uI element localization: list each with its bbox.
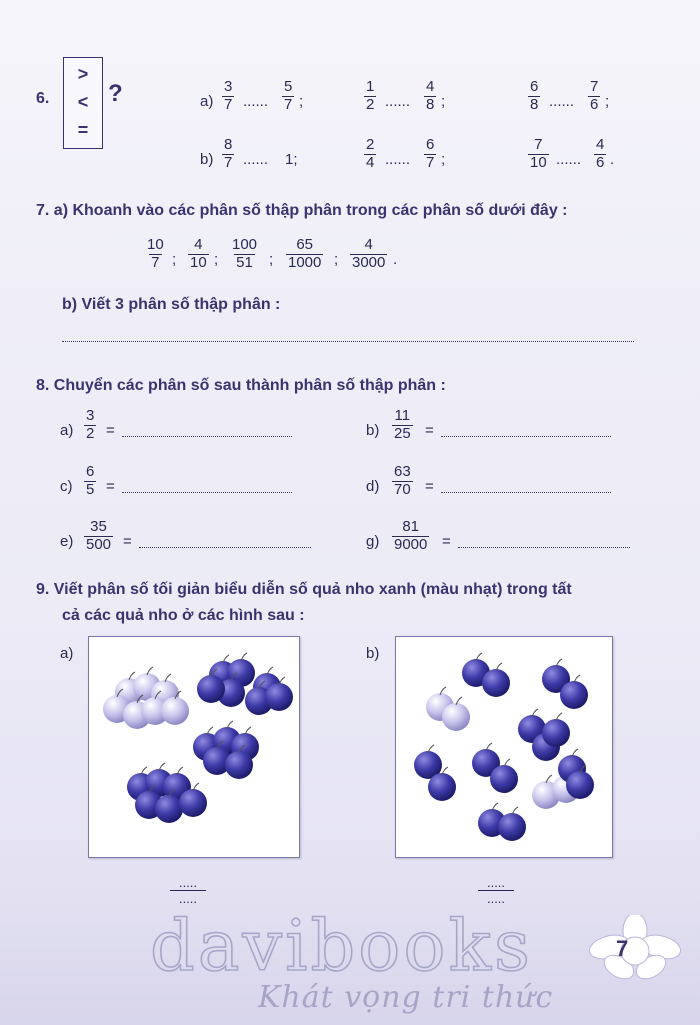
q6-a3-separator: ; <box>605 93 610 110</box>
q7-separator-3: ; <box>269 251 274 268</box>
grapes-picture-a <box>88 636 300 858</box>
q8-b-fraction: $\frac{11}{25}$ <box>394 407 411 442</box>
q8-b-answer-line[interactable] <box>441 436 611 437</box>
q6-a1-right-fraction: $\frac{5}{7}$ <box>284 78 293 113</box>
q6-a2-left-fraction: $\frac{1}{2}$ <box>366 78 375 113</box>
grapes-picture-b <box>395 636 613 858</box>
equals-sign: = <box>77 120 89 140</box>
q8-a-label: a) <box>60 422 74 439</box>
question-mark: ? <box>108 80 123 107</box>
q6-b3-separator: . <box>610 151 615 168</box>
q6-b3-blank[interactable]: ...... <box>556 151 582 168</box>
flower-page-badge-icon <box>585 915 685 985</box>
q8-a-answer-line[interactable] <box>122 436 292 437</box>
light-grape <box>161 697 189 725</box>
q8-c-equals: = <box>106 478 115 495</box>
q6-a1-blank[interactable]: ...... <box>243 93 269 110</box>
q7-separator-2: ; <box>214 251 219 268</box>
q8-e-answer-line[interactable] <box>139 547 311 548</box>
dark-grape <box>428 773 456 801</box>
q6-a1-left-fraction: $\frac{3}{7}$ <box>224 78 233 113</box>
less-than-sign: < <box>77 92 89 112</box>
q7-fraction-3: $\frac{100}{51}$ <box>232 236 258 271</box>
q8-d-label: d) <box>366 478 380 495</box>
q7-fraction-1: $\frac{10}{7}$ <box>147 236 164 271</box>
q9-b-label: b) <box>366 645 380 662</box>
grapes-illustration-a <box>89 637 299 857</box>
q7-fraction-5: $\frac{4}{3000}$ <box>352 236 386 271</box>
q6-a1-separator: ; <box>299 93 304 110</box>
question-9-title-line-1: 9. Viết phân số tối giản biểu diễn số quả nho xanh (màu nhạt) trong tất <box>36 581 572 598</box>
q6-b1-left-fraction: $\frac{8}{7}$ <box>224 136 233 171</box>
q6-b2-left-fraction: $\frac{2}{4}$ <box>366 136 375 171</box>
dark-grape <box>265 683 293 711</box>
q8-c-label: c) <box>60 478 73 495</box>
q8-c-fraction: $\frac{6}{5}$ <box>86 463 95 498</box>
question-8-title: 8. Chuyển các phân số sau thành phân số thập phân : <box>36 377 446 394</box>
q6-b-label: b) <box>200 151 214 168</box>
q8-a-equals: = <box>106 422 115 439</box>
q7-fraction-2: $\frac{4}{10}$ <box>190 236 207 271</box>
q8-c-answer-line[interactable] <box>122 492 292 493</box>
dark-grape <box>155 795 183 823</box>
dark-grape <box>498 813 526 841</box>
q6-b1-blank[interactable]: ...... <box>243 151 269 168</box>
q6-b1-right-value: 1; <box>285 151 298 168</box>
q8-b-label: b) <box>366 422 380 439</box>
q8-e-equals: = <box>123 533 132 550</box>
question-6-number: 6. <box>36 90 50 107</box>
q7-separator-1: ; <box>172 251 177 268</box>
q7-separator-5: . <box>393 251 398 268</box>
q6-a-label: a) <box>200 93 214 110</box>
brand-logo-text: davibooks <box>150 905 533 987</box>
page-number: 7 <box>616 936 629 961</box>
dark-grape <box>179 789 207 817</box>
q6-a3-blank[interactable]: ...... <box>549 93 575 110</box>
comparison-signs-box <box>63 57 103 149</box>
question-7b-title: b) Viết 3 phân số thập phân : <box>62 296 281 313</box>
q8-d-fraction: $\frac{63}{70}$ <box>394 463 411 498</box>
brand-slogan: Khát vọng tri thức <box>258 980 554 1015</box>
dark-grape <box>566 771 594 799</box>
q8-d-equals: = <box>425 478 434 495</box>
q8-e-label: e) <box>60 533 74 550</box>
dark-grape <box>490 765 518 793</box>
q6-a3-right-fraction: $\frac{7}{6}$ <box>590 78 599 113</box>
q9-a-answer-fraction[interactable]: ..... ..... <box>170 875 206 906</box>
dark-grape <box>482 669 510 697</box>
q6-a2-separator: ; <box>441 93 446 110</box>
q9-a-label: a) <box>60 645 74 662</box>
light-grape <box>442 703 470 731</box>
q6-a2-right-fraction: $\frac{4}{8}$ <box>426 78 435 113</box>
dark-grape <box>560 681 588 709</box>
q6-a2-blank[interactable]: ...... <box>385 93 411 110</box>
q8-b-equals: = <box>425 422 434 439</box>
dark-grape <box>542 719 570 747</box>
q7-fraction-4: $\frac{65}{1000}$ <box>288 236 322 271</box>
q8-g-label: g) <box>366 533 380 550</box>
q6-b2-right-fraction: $\frac{6}{7}$ <box>426 136 435 171</box>
dark-grape <box>197 675 225 703</box>
q8-g-answer-line[interactable] <box>458 547 630 548</box>
q6-b3-left-fraction: $\frac{7}{10}$ <box>530 136 547 171</box>
q7-separator-4: ; <box>334 251 339 268</box>
q8-g-fraction: $\frac{81}{9000}$ <box>394 518 428 553</box>
q6-a3-left-fraction: $\frac{6}{8}$ <box>530 78 539 113</box>
q9-b-answer-fraction[interactable]: ..... ..... <box>478 875 514 906</box>
q6-b3-right-fraction: $\frac{4}{6}$ <box>596 136 605 171</box>
q8-g-equals: = <box>442 533 451 550</box>
q8-d-answer-line[interactable] <box>441 492 611 493</box>
q8-a-fraction: $\frac{3}{2}$ <box>86 407 95 442</box>
q8-e-fraction: $\frac{35}{500}$ <box>86 518 112 553</box>
dark-grape <box>225 751 253 779</box>
q6-b2-blank[interactable]: ...... <box>385 151 411 168</box>
question-9-title-line-2: cả các quả nho ở các hình sau : <box>62 607 305 624</box>
greater-than-sign: > <box>77 64 89 84</box>
q6-b2-separator: ; <box>441 151 446 168</box>
grapes-illustration-b <box>396 637 612 857</box>
q7b-answer-line[interactable] <box>62 341 634 342</box>
question-7-title: 7. a) Khoanh vào các phân số thập phân trong các phân số dưới đây : <box>36 202 568 219</box>
